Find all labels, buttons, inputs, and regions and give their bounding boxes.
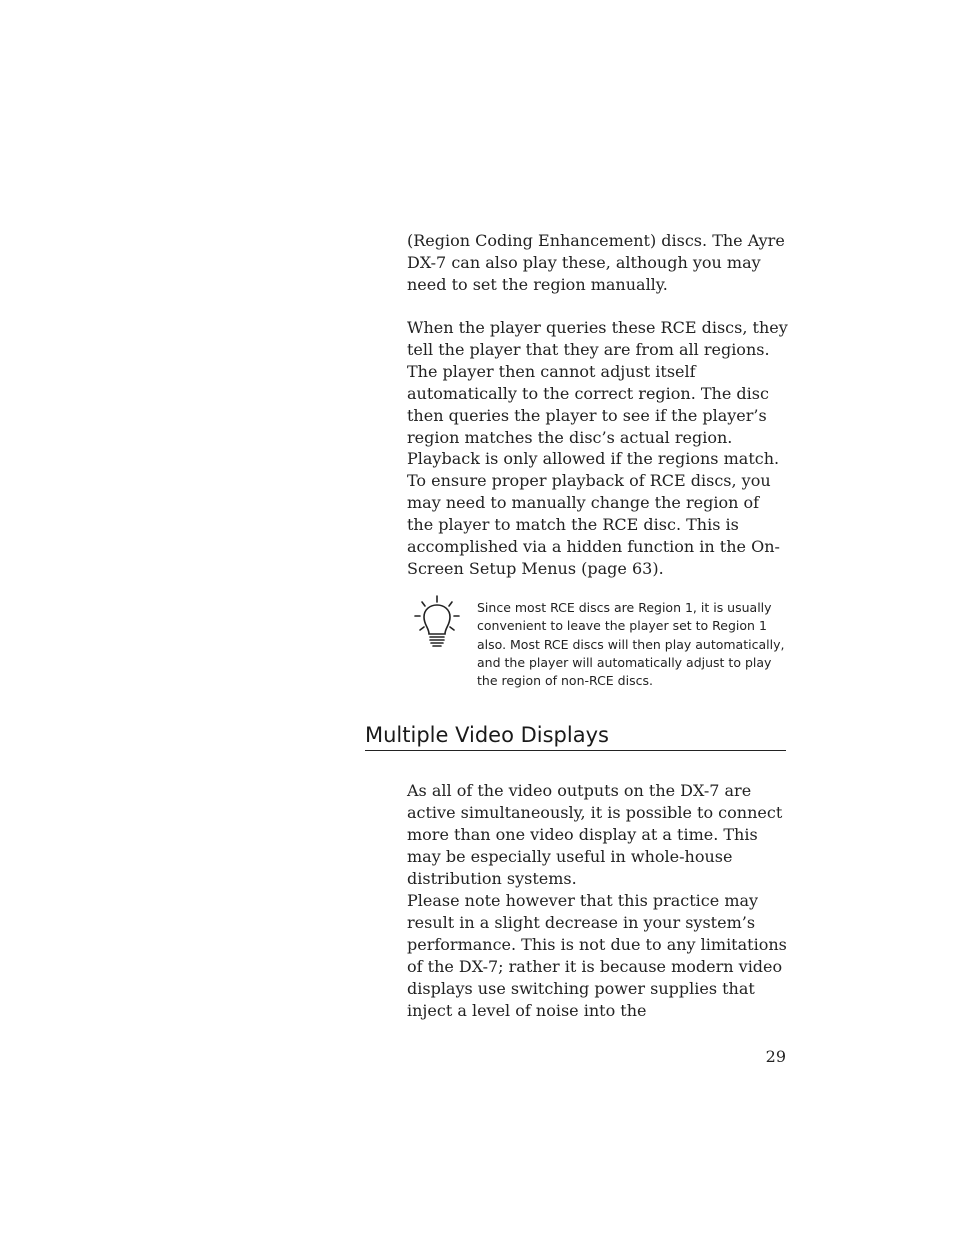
paragraph-performance-note: Please note however that this practice may result in a slight decrease in your system’s performance. This is not due to any limitations of the DX-7; rather it is because modern video displays use switching power supplies that inject a level of noise into the — [407, 891, 787, 1020]
tip-text: Since most RCE discs are Region 1, it is usually convenient to leave the player set to Region 1 also. Most RCE discs will then play automatically, and the player will automatically adjust to play the region of non-RCE discs. — [477, 600, 785, 689]
page-number: 29 — [765, 1047, 786, 1066]
paragraph-rce-intro: (Region Coding Enhancement) discs. The Ayre DX-7 can also play these, although you may need to set the region manually. — [407, 231, 785, 294]
section-heading: Multiple Video Displays — [365, 720, 786, 751]
lightbulb-icon — [410, 594, 470, 654]
paragraph-multiple-outputs: As all of the video outputs on the DX-7 are active simultaneously, it is possible to connect more than one video display at a time. This may be especially useful in whole-house distribution systems. — [407, 781, 783, 888]
paragraph-rce-query: When the player queries these RCE discs, they tell the player that they are from all regions. The player then cannot adjust itself automatically to the correct region. The disc then queries the player to see if the player’s region matches the disc’s actual region. Playback is only allowed if the regions match. — [407, 318, 788, 469]
tip-box — [408, 594, 788, 694]
paragraph-rce-playback: To ensure proper playback of RCE discs, you may need to manually change the region of the player to match the RCE disc. This is accomplished via a hidden function in the On-Screen Setup Menus (page 63). — [407, 471, 780, 578]
